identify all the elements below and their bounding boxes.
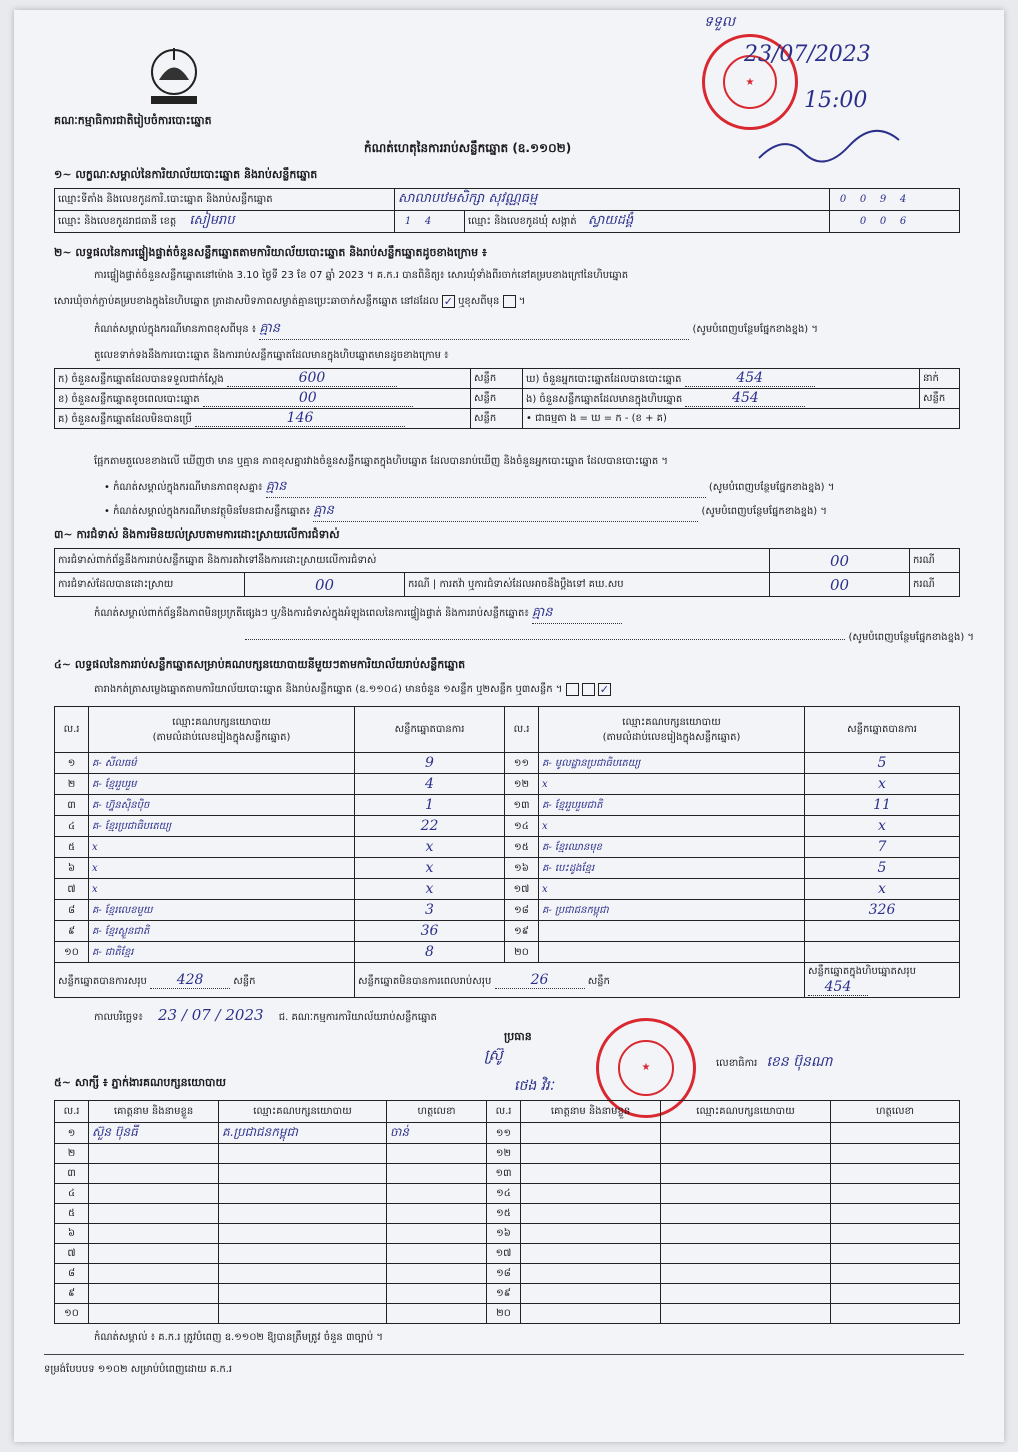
formula: • ជាធម្មតា ង = ឃ = ក - (ខ + គ) (523, 409, 960, 429)
table-row (55, 1244, 960, 1264)
party-name: គ- ខ្មែរឈានមុខ (539, 837, 805, 858)
witness-no: ៧ (55, 1244, 89, 1264)
section2-note-value: គ្មាន (259, 320, 689, 340)
party-no: ៣ (55, 795, 89, 816)
witness-no: ១៦ (487, 1224, 521, 1244)
witness-sign (387, 1264, 487, 1284)
witness-name (89, 1244, 219, 1264)
party-votes: 3 (355, 900, 505, 921)
witness-party (219, 1304, 387, 1324)
party-name: គ- ខ្មែរស្ងួនជាតិ (89, 921, 355, 942)
witness-party (661, 1184, 831, 1204)
party-no: ៩ (55, 921, 89, 942)
nec-logo (139, 40, 209, 110)
party-votes: 4 (355, 774, 505, 795)
location-label: ឈ្មោះទីតាំង និងលេខកូដការិ.បោះឆ្នោត និងរាប់សន្លឹកឆ្នោត (55, 189, 395, 211)
party-name: x (539, 879, 805, 900)
party-no: ១៤ (505, 816, 539, 837)
witness-no: ១៨ (487, 1264, 521, 1284)
party-name: គ- ខ្មែររួបរួមជាតិ (539, 795, 805, 816)
party-name: គ- សីលធម៌ (89, 753, 355, 774)
witness-sign (831, 1304, 960, 1324)
document-page (14, 10, 1004, 1442)
witness-sign: ចាន់ (387, 1123, 487, 1144)
table-row (55, 816, 960, 837)
section3-note-suffix: (សូមបំពេញបន្ថែមផ្នែកខាងខ្នង) ។ (94, 630, 974, 645)
witness-party: គ.ប្រជាជនកម្ពុជា (219, 1123, 387, 1144)
party-no: ៦ (55, 858, 89, 879)
party-votes: x (355, 858, 505, 879)
stamp-emblem-icon: ★ (618, 1040, 674, 1096)
count-ko: គ) ចំនួនសន្លឹកឆ្នោតដែលមិនបានប្រើ 146 (55, 409, 471, 429)
total-valid: សន្លឹកឆ្នោតបានការសរុប 428 សន្លឹក (55, 963, 355, 998)
witness-name (521, 1184, 661, 1204)
section4-heading: ៤~ លទ្ធផលនៃការរាប់សន្លឹកឆ្នោតសម្រាប់គណបក្សនយោបាយនីមួយៗតាមការិយាល័យរាប់សន្លឹកឆ្នោត (54, 658, 466, 671)
results-table: ល.រ ឈ្មោះគណបក្សនយោបាយ (តាមលំដាប់លេខរៀងក្នុងសន្លឹកឆ្នោត) សន្លឹកឆ្នោតបានការ ល.រ ឈ្មោះគណបក្សនយោបាយ (តាមលំដាប់លេខរៀងក្នុងសន្លឹកឆ្នោត) សន្លឹកឆ្នោតបានការ ១ គ- សីលធម៌ 9 ១១ គ- មូលដ្ឋានប្រជាធិបតេយ្យ 5 ២ គ- ខ្មែររួបរួម 4 ១២ x x ៣ គ- ហ្វ៊ុនស៊ិនប៉ិច 1 ១៣ គ- ខ្មែររួបរួមជាតិ 11 ៤ គ- ខ្មែរប្រជាធិបតេយ្យ 22 ១៤ x x ៥ x x ១៥ គ- ខ្មែរឈានមុខ 7 ៦ x x ១៦ គ- បេះដូងខ្មែរ 5 ៧ x x ១៧ x x ៨ គ- ខ្មែរលេខមួយ 3 ១៨ គ- ប្រជាជនកម្ពុជា 326 ៩ គ- ខ្មែរស្ងួនជាតិ 36 ១៩ ១០ គ- ជាតិខ្មែរ 8 ២០ សន្លឹកឆ្នោតបានការសរុប 428 សន្លឹក សន្លឹកឆ្នោតមិនបានការពេលរាប់សរុប 26 សន្លឹក សន្លឹកឆ្នោតក្នុងហិបឆ្នោតសរុប 454 (54, 706, 960, 998)
table-row (55, 1284, 960, 1304)
party-votes: 5 (805, 753, 960, 774)
witness-no: ៥ (55, 1204, 89, 1224)
table-row (55, 1204, 960, 1224)
party-no: ២០ (505, 942, 539, 963)
location-value: សាលាបឋមសិក្សា សុវណ្ណធម្ម (395, 189, 830, 211)
witness-no: ១២ (487, 1144, 521, 1164)
witness-no: ៣ (55, 1164, 89, 1184)
commune-code: 0 0 6 (830, 211, 960, 233)
section5-heading: ៥~ សាក្សី ៖ ភ្នាក់ងារគណបក្សនយោបាយ (54, 1076, 227, 1089)
section2-heading: ២~ លទ្ធផលនៃការផ្ទៀងផ្ទាត់ចំនួនសន្លឹកឆ្នោតតាមការិយាល័យបោះឆ្នោត និងរាប់សន្លឹកឆ្នោតដូចខាងក្រោម ៖ (54, 246, 487, 259)
stamp-time: 15:00 (804, 88, 868, 113)
party-votes: x (805, 774, 960, 795)
party-name (539, 921, 805, 942)
stamp-signature (754, 128, 904, 168)
date-value: 23 / 07 / 2023 (158, 1006, 264, 1024)
section1-table (54, 188, 960, 233)
party-name: គ- ខ្មែរប្រជាធិបតេយ្យ (89, 816, 355, 837)
party-no: ១៩ (505, 921, 539, 942)
party-no: ១៨ (505, 900, 539, 921)
party-no: ១៦ (505, 858, 539, 879)
witness-no: ៨ (55, 1264, 89, 1284)
witness-sign (831, 1184, 960, 1204)
witness-name: ស៊ួន ប៊ុនធី (89, 1123, 219, 1144)
party-no: ៧ (55, 879, 89, 900)
total-invalid: សន្លឹកឆ្នោតមិនបានការពេលរាប់សរុប 26 សន្លឹក (355, 963, 805, 998)
witness-sign (831, 1123, 960, 1144)
party-votes: 326 (805, 900, 960, 921)
witness-name (521, 1264, 661, 1284)
table-row (55, 1164, 960, 1184)
province-code: 1 4 (395, 211, 465, 233)
witness-no: ១១ (487, 1123, 521, 1144)
witness-party (661, 1224, 831, 1244)
party-votes: 7 (805, 837, 960, 858)
section2-note: កំណត់សម្គាល់ក្នុងករណីមានភាពខុសពីមុន ៖ គ្មាន (សូមបំពេញបន្ថែមផ្នែកខាងខ្នង) ។ (94, 320, 974, 340)
party-name (539, 942, 805, 963)
section4-intro: តារាងកត់ត្រាសម្លេងឆ្នោតតាមការិយាល័យបោះឆ្នោត និងរាប់សន្លឹកឆ្នោត (ឧ.១១០៤) មានចំនួន ១សន្លឹក ឬ២សន្លឹក ឬ៣សន្លឹក ។ ✓ (94, 682, 610, 696)
stamp-note: ទទួល (704, 14, 736, 30)
table-row (55, 942, 960, 963)
witness-name (89, 1264, 219, 1284)
party-name: x (539, 816, 805, 837)
party-name: គ- បេះដូងខ្មែរ (539, 858, 805, 879)
witness-no: ៤ (55, 1184, 89, 1204)
table-row (55, 1224, 960, 1244)
witness-sign (387, 1164, 487, 1184)
witness-sign (387, 1144, 487, 1164)
commune-value: ស្វាយដង្គំ (587, 213, 634, 228)
commune-label: ឈ្មោះ និងលេខកូដឃុំ សង្កាត់ ស្វាយដង្គំ (465, 211, 830, 233)
one-sheet-checkbox[interactable] (566, 683, 579, 696)
table-row (55, 753, 960, 774)
objections-table: ការជំទាស់ពាក់ព័ន្ធនឹងការរាប់សន្លឹកឆ្នោត និងការតវ៉ាទៅនឹងការដោះស្រាយលើការជំទាស់ 00 ករណី ការជំទាស់ដែលបានដោះស្រាយ 00 ករណី | ការតវ៉ា ឬការជំទាស់ដែលអាចនឹងប្តឹងទៅ គឃ.សប 00 ករណី (54, 548, 960, 597)
witness-name (89, 1204, 219, 1224)
witness-party (219, 1244, 387, 1264)
witness-party (661, 1123, 831, 1144)
party-votes: 22 (355, 816, 505, 837)
total-box: សន្លឹកឆ្នោតក្នុងហិបឆ្នោតសរុប 454 (805, 963, 960, 998)
party-no: ៥ (55, 837, 89, 858)
table-row (55, 1123, 960, 1144)
witness-name (89, 1144, 219, 1164)
table-row (55, 774, 960, 795)
witness-party (219, 1224, 387, 1244)
party-votes: x (355, 837, 505, 858)
province-value: សៀមរាប (189, 213, 235, 228)
witness-party (661, 1304, 831, 1324)
party-votes: 11 (805, 795, 960, 816)
table-row (55, 858, 960, 879)
witness-sign (387, 1244, 487, 1264)
witness-party (219, 1264, 387, 1284)
witness-party (219, 1204, 387, 1224)
section2-line2: សោរឃុំចាក់ភ្ជាប់គម្របខាងក្នុងនៃហិបឆ្នោត ត្រាដាសបិទភាពសម្ងាត់គ្មានប្រេះឆាចាក់សន្លឹកឆ្នោត នៅដដែល ✓ ឬខុសពីមុន ។ (54, 294, 526, 308)
witness-sign (831, 1244, 960, 1264)
three-sheet-checkbox[interactable]: ✓ (599, 682, 610, 696)
witness-no: ១៥ (487, 1204, 521, 1224)
witness-party (661, 1164, 831, 1184)
witness-sign (831, 1224, 960, 1244)
party-votes: x (805, 879, 960, 900)
party-no: ១២ (505, 774, 539, 795)
party-votes: 1 (355, 795, 505, 816)
witness-party (219, 1164, 387, 1184)
witness-name (89, 1184, 219, 1204)
party-name: x (89, 837, 355, 858)
table-row (55, 795, 960, 816)
witness-name (521, 1224, 661, 1244)
party-no: ២ (55, 774, 89, 795)
witness-name (521, 1164, 661, 1184)
party-votes: x (355, 879, 505, 900)
witness-party (219, 1284, 387, 1304)
witness-party (219, 1144, 387, 1164)
bullet1: • កំណត់សម្គាល់ក្នុងករណីមានភាពខុសគ្នា៖ គ្មាន (សូមបំពេញបន្ថែមផ្នែកខាងខ្នង) ។ (104, 478, 974, 498)
party-no: ១១ (505, 753, 539, 774)
chair-label: ប្រធាន (504, 1030, 532, 1043)
witness-no: ១៣ (487, 1164, 521, 1184)
witness-party (661, 1144, 831, 1164)
party-votes: 8 (355, 942, 505, 963)
footnote: កំណត់សម្គាល់ ៖ គ.ក.រ ត្រូវបំពេញ ឧ.១១០២ ឱ្យបានត្រឹមត្រូវ ចំនួន ៣ច្បាប់ ។ (94, 1332, 383, 1343)
party-name: x (539, 774, 805, 795)
location-code: 0 0 9 4 (830, 189, 960, 211)
party-votes: 9 (355, 753, 505, 774)
party-votes (805, 921, 960, 942)
witness-name (89, 1164, 219, 1184)
two-sheet-checkbox[interactable] (582, 683, 595, 696)
chair-name: ថេង វិរៈ (514, 1078, 554, 1094)
table-row (55, 1184, 960, 1204)
witness-no: ១ (55, 1123, 89, 1144)
witness-no: ១៤ (487, 1184, 521, 1204)
bottom-note: ទម្រង់បែបបទ ១១០២ សម្រាប់បំពេញដោយ គ.ក.រ (44, 1364, 233, 1375)
party-name: គ- ហ្វ៊ុនស៊ិនប៉ិច (89, 795, 355, 816)
stamp-star-icon: ★ (723, 55, 777, 109)
witness-no: ២០ (487, 1304, 521, 1324)
party-no: ១៧ (505, 879, 539, 900)
witness-name (89, 1224, 219, 1244)
different-checkbox[interactable] (503, 295, 516, 308)
table-row (55, 1144, 960, 1164)
witness-sign (387, 1224, 487, 1244)
party-no: ១៣ (505, 795, 539, 816)
witness-no: ២ (55, 1144, 89, 1164)
secretary-name: ខេន ប៊ុនណា (766, 1054, 833, 1070)
section2-intro: តួលេខទាក់ទងនឹងការបោះឆ្នោត និងការរាប់សន្លឹកឆ្នោតដែលមានក្នុងហិបឆ្នោតមានដូចខាងក្រោម ៖ (94, 350, 449, 361)
witness-sign (387, 1204, 487, 1224)
witness-no: ១៧ (487, 1244, 521, 1264)
org-name: គណៈកម្មាធិការជាតិរៀបចំការបោះឆ្នោត (54, 114, 212, 127)
witness-party (219, 1184, 387, 1204)
party-votes (805, 942, 960, 963)
footer-divider (44, 1354, 964, 1355)
witness-table: ល.រ គោត្តនាម និងនាមខ្លួន ឈ្មោះគណបក្សនយោបាយ ហត្ថលេខា ល.រ គោត្តនាម និងនាមខ្លួន ឈ្មោះគណបក្សនយោបាយ ហត្ថលេខា ១ ស៊ួន ប៊ុនធី គ.ប្រជាជនកម្ពុជា ចាន់ ១១ ២ ១២ ៣ ១៣ ៤ ១៤ ៥ ១៥ ៦ ១៦ ៧ ១៧ ៨ ១៨ ៩ ១៩ ១០ ២០ (54, 1100, 960, 1324)
party-no: ៨ (55, 900, 89, 921)
witness-name (521, 1304, 661, 1324)
party-no: ៤ (55, 816, 89, 837)
party-name: គ- ជាតិខ្មែរ (89, 942, 355, 963)
table-row (55, 900, 960, 921)
witness-party (661, 1284, 831, 1304)
same-checkbox[interactable]: ✓ (443, 294, 453, 308)
witness-party (661, 1204, 831, 1224)
stamp-date: 23/07/2023 (744, 42, 871, 67)
table-row (55, 921, 960, 942)
witness-no: ១០ (55, 1304, 89, 1324)
witness-no: ១៩ (487, 1284, 521, 1304)
counts-table: ក) ចំនួនសន្លឹកឆ្នោតដែលបានទទួលជាក់ស្តែង 600 សន្លឹក ឃ) ចំនួនអ្នកបោះឆ្នោតដែលបានបោះឆ្នោត 454 នាក់ ខ) ចំនួនសន្លឹកឆ្នោតខូចពេលបោះឆ្នោត 00 សន្លឹក ង) ចំនួនសន្លឹកឆ្នោតដែលមានក្នុងហិបឆ្នោត 454 សន្លឹក គ) ចំនួនសន្លឹកឆ្នោតដែលមិនបានប្រើ 146 សន្លឹក • ជាធម្មតា ង = ឃ = ក - (ខ + គ) (54, 368, 960, 429)
date-line: កាលបរិច្ឆេទ៖ 23 / 07 / 2023 ជ. គណៈកម្មការការិយាល័យរាប់សន្លឹកឆ្នោត (94, 1006, 437, 1024)
witness-name (521, 1144, 661, 1164)
witness-name (89, 1284, 219, 1304)
witness-name (521, 1244, 661, 1264)
witness-sign (387, 1304, 487, 1324)
section3-note: កំណត់សម្គាល់ពាក់ព័ន្ធនឹងភាពមិនប្រក្រតីផ្សេងៗ ឬ/និងការជំទាស់ក្នុងអំឡុងពេលនៃការផ្ទៀងផ្ទាត់ និងការរាប់សន្លឹកឆ្នោត៖ គ្មាន (94, 604, 974, 624)
section1-heading: ១~ លក្ខណៈសម្គាល់នៃការិយាល័យបោះឆ្នោត និងរាប់សន្លឹកឆ្នោត (54, 168, 318, 181)
witness-sign (387, 1184, 487, 1204)
party-name: គ- ខ្មែរលេខមួយ (89, 900, 355, 921)
party-name: x (89, 879, 355, 900)
witness-sign (831, 1144, 960, 1164)
party-votes: x (805, 816, 960, 837)
table-row (55, 1264, 960, 1284)
witness-party (661, 1244, 831, 1264)
form-title: កំណត់ហេតុនៃការរាប់សន្លឹកឆ្នោត (ឧ.១១០២) (364, 141, 572, 155)
witness-name (89, 1304, 219, 1324)
party-no: ១៥ (505, 837, 539, 858)
party-votes: 5 (805, 858, 960, 879)
party-name: គ- ប្រជាជនកម្ពុជា (539, 900, 805, 921)
count-ng: ង) ចំនួនសន្លឹកឆ្នោតដែលមានក្នុងហិបឆ្នោត 454 (523, 389, 920, 409)
witness-name (521, 1123, 661, 1144)
bullet2: • កំណត់សម្គាល់ក្នុងករណីមានវត្ថុមិនមែនជាសន្លឹកឆ្នោត៖ គ្មាន (សូមបំពេញបន្ថែមផ្នែកខាងខ្នង) ។ (104, 502, 974, 522)
section3-heading: ៣~ ការជំទាស់ និងការមិនយល់ស្របតាមការដោះស្រាយលើការជំទាស់ (54, 528, 340, 541)
witness-party (661, 1264, 831, 1284)
party-name: គ- មូលដ្ឋានប្រជាធិបតេយ្យ (539, 753, 805, 774)
witness-sign (831, 1164, 960, 1184)
secretary-line: លេខាធិការ ខេន ប៊ុនណា (716, 1054, 833, 1070)
section2-line1: ការផ្ទៀងផ្ទាត់ចំនួនសន្លឹកឆ្នោតនៅម៉ោង 3.10 ថ្ងៃទី 23 ខែ 07 ឆ្នាំ 2023 ។ គ.ក.រ បានពិនិត្យ៖ សោរឃុំទាំងពីរចាក់នៅគម្របខាងក្រៅនៃហិបឆ្នោត (94, 270, 629, 281)
party-no: ១ (55, 753, 89, 774)
witness-sign (387, 1284, 487, 1304)
witness-no: ៩ (55, 1284, 89, 1304)
witness-no: ៦ (55, 1224, 89, 1244)
count-gh: ឃ) ចំនួនអ្នកបោះឆ្នោតដែលបានបោះឆ្នោត 454 (523, 369, 920, 389)
witness-sign (831, 1264, 960, 1284)
witness-name (521, 1204, 661, 1224)
party-name: គ- ខ្មែររួបរួម (89, 774, 355, 795)
witness-sign (831, 1284, 960, 1304)
party-no: ១០ (55, 942, 89, 963)
chair-signature: ស្រ៊ូ (484, 1046, 503, 1064)
party-votes: 36 (355, 921, 505, 942)
count-k: ក) ចំនួនសន្លឹកឆ្នោតដែលបានទទួលជាក់ស្តែង 600 (55, 369, 471, 389)
table-row (55, 879, 960, 900)
check-line: ផ្អែកតាមតួលេខខាងលើ ឃើញថា មាន ឬគ្មាន ភាពខុសគ្នារវាងចំនួនសន្លឹកឆ្នោតក្នុងហិបឆ្នោត ដែលបានរាប់ឃើញ និងចំនួនអ្នកបោះឆ្នោត ដែលបានបោះឆ្នោត ។ (94, 456, 669, 467)
party-name: x (89, 858, 355, 879)
table-row (55, 837, 960, 858)
table-row (55, 1304, 960, 1324)
province-label: ឈ្មោះ និងលេខកូដរាជធានី ខេត្ត សៀមរាប (55, 211, 395, 233)
witness-sign (831, 1204, 960, 1224)
count-kh: ខ) ចំនួនសន្លឹកឆ្នោតខូចពេលបោះឆ្នោត 00 (55, 389, 471, 409)
witness-name (521, 1284, 661, 1304)
